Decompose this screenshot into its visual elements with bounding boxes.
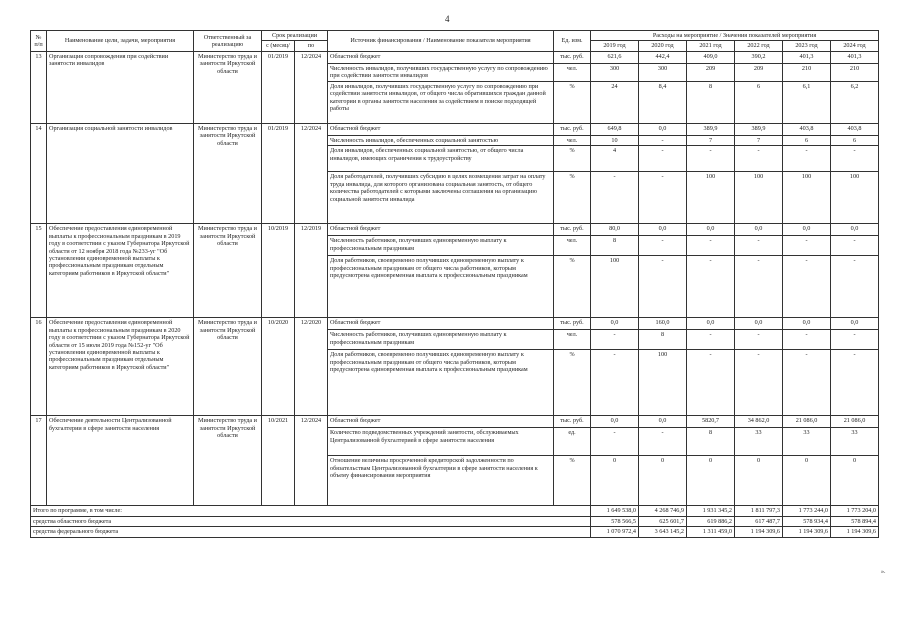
value-cell: 10: [591, 135, 639, 145]
measure-name: Обеспечение предоставления единовременной выплаты к профессиональным праздникам в 2019 году в соответствии с указом Губернатора Иркутской области от 12 ноября 2018 года №233-уг "Об установлении единовременной выплаты к профессиональным праздникам отдельным категориям работников в Иркутской области": [47, 224, 194, 318]
value-cell: 100: [639, 350, 687, 416]
total-value: 619 886,2: [687, 516, 735, 526]
value-cell: 8: [687, 428, 735, 456]
value-cell: 0: [591, 456, 639, 506]
value-cell: 401,3: [783, 51, 831, 63]
header-num: № п/п: [31, 31, 47, 52]
unit: тыс. руб.: [554, 224, 591, 236]
value-cell: 210: [783, 63, 831, 81]
table-row: [31, 224, 879, 236]
value-cell: 6: [735, 81, 783, 123]
header-responsible: Ответственный за реализацию: [194, 31, 262, 52]
value-cell: 33: [831, 428, 879, 456]
value-cell: -: [639, 146, 687, 172]
value-cell: 403,8: [783, 123, 831, 135]
header-year: 2024 год: [831, 41, 879, 51]
total-value: 1 811 797,3: [735, 506, 783, 516]
total-label: средства областного бюджета: [31, 516, 591, 526]
indicator-name: Численность инвалидов, получивших государственную услугу по сопровождению при содействии занятости инвалидов: [328, 63, 554, 81]
value-cell: 621,6: [591, 51, 639, 63]
value-cell: -: [591, 350, 639, 416]
header-year: 2021 год: [687, 41, 735, 51]
header-source: Источник финансирования / Наименование показателя мероприятия: [328, 31, 554, 52]
unit: ед.: [554, 428, 591, 456]
total-value: 578 894,4: [831, 516, 879, 526]
value-cell: 0,0: [783, 318, 831, 330]
value-cell: 100: [735, 172, 783, 224]
value-cell: 210: [831, 63, 879, 81]
header-expenses: Расходы на мероприятие / Значения показателей мероприятия: [591, 31, 879, 41]
value-cell: -: [687, 330, 735, 350]
header-year: 2022 год: [735, 41, 783, 51]
value-cell: 409,0: [687, 51, 735, 63]
total-value: 1 311 459,0: [687, 527, 735, 537]
value-cell: -: [591, 428, 639, 456]
period-from: 10/2020: [262, 318, 295, 416]
value-cell: 0: [687, 456, 735, 506]
unit: %: [554, 350, 591, 416]
table-row: [31, 318, 879, 330]
value-cell: 390,2: [735, 51, 783, 63]
total-value: 1 931 345,2: [687, 506, 735, 516]
value-cell: -: [735, 236, 783, 256]
value-cell: -: [783, 236, 831, 256]
value-cell: 8: [687, 81, 735, 123]
value-cell: -: [735, 350, 783, 416]
value-cell: 34 862,0: [735, 416, 783, 428]
value-cell: 209: [687, 63, 735, 81]
total-value: 3 643 145,2: [639, 527, 687, 537]
row-number: 17: [31, 416, 47, 506]
value-cell: 300: [591, 63, 639, 81]
total-value: 617 487,7: [735, 516, 783, 526]
value-cell: 80,0: [591, 224, 639, 236]
value-cell: 8: [639, 330, 687, 350]
value-cell: 442,4: [639, 51, 687, 63]
unit: тыс. руб.: [554, 51, 591, 63]
indicator-name: Областной бюджет: [328, 416, 554, 428]
responsible: Министерство труда и занятости Иркутской области: [194, 318, 262, 416]
indicator-name: Доля работников, своевременно получивших единовременную выплату к профессиональным праздникам от общего числа работников, которым предусмотрена единовременная выплата к профессиональным праздникам: [328, 256, 554, 318]
closing-mark: ».: [881, 569, 886, 575]
total-value: 4 268 746,9: [639, 506, 687, 516]
indicator-name: Областной бюджет: [328, 123, 554, 135]
total-value: 625 601,7: [639, 516, 687, 526]
value-cell: 100: [783, 172, 831, 224]
value-cell: 7: [735, 135, 783, 145]
value-cell: -: [639, 135, 687, 145]
value-cell: 0,0: [735, 318, 783, 330]
value-cell: -: [783, 330, 831, 350]
value-cell: 6: [783, 135, 831, 145]
value-cell: 100: [687, 172, 735, 224]
total-value: 1 070 972,4: [591, 527, 639, 537]
value-cell: -: [735, 256, 783, 318]
total-label: средства федерального бюджета: [31, 527, 591, 537]
header-year: 2019 год: [591, 41, 639, 51]
row-number: 14: [31, 123, 47, 223]
value-cell: 0,0: [591, 318, 639, 330]
period-to: 12/2020: [295, 318, 328, 416]
value-cell: 160,0: [639, 318, 687, 330]
value-cell: -: [735, 330, 783, 350]
value-cell: 8: [591, 236, 639, 256]
total-value: 1 194 309,6: [783, 527, 831, 537]
responsible: Министерство труда и занятости Иркутской области: [194, 123, 262, 223]
value-cell: 33: [735, 428, 783, 456]
value-cell: 0,0: [783, 224, 831, 236]
indicator-name: Областной бюджет: [328, 51, 554, 63]
value-cell: -: [831, 146, 879, 172]
value-cell: -: [831, 236, 879, 256]
indicator-name: Областной бюджет: [328, 224, 554, 236]
header-to: по: [295, 41, 328, 51]
header-period: Срок реализации: [262, 31, 328, 41]
value-cell: -: [639, 236, 687, 256]
value-cell: 389,9: [735, 123, 783, 135]
total-value: 1 649 538,0: [591, 506, 639, 516]
unit: %: [554, 81, 591, 123]
total-value: 578 934,4: [783, 516, 831, 526]
table-row: [31, 51, 879, 63]
value-cell: -: [591, 172, 639, 224]
period-from: 01/2019: [262, 123, 295, 223]
value-cell: 0: [831, 456, 879, 506]
period-to: 12/2019: [295, 224, 328, 318]
unit: %: [554, 172, 591, 224]
indicator-name: Количество подведомственных учреждений занятости, обслуживаемых Централизованной бухгалтерией в сфере занятости населения: [328, 428, 554, 456]
responsible: Министерство труда и занятости Иркутской области: [194, 416, 262, 506]
value-cell: -: [783, 256, 831, 318]
value-cell: 100: [831, 172, 879, 224]
value-cell: 6,1: [783, 81, 831, 123]
indicator-name: Доля работников, своевременно получивших единовременную выплату к профессиональным праздникам от общего числа работников, которым предусмотрена единовременная выплата к профессиональным праздникам: [328, 350, 554, 416]
value-cell: -: [831, 330, 879, 350]
value-cell: -: [831, 350, 879, 416]
header-year: 2020 год: [639, 41, 687, 51]
value-cell: -: [639, 172, 687, 224]
value-cell: -: [735, 146, 783, 172]
unit: тыс. руб.: [554, 416, 591, 428]
value-cell: 7: [687, 135, 735, 145]
indicator-name: Численность работников, получивших единовременную выплату к профессиональным праздникам: [328, 330, 554, 350]
value-cell: 8,4: [639, 81, 687, 123]
header-unit: Ед. изм.: [554, 31, 591, 52]
value-cell: -: [591, 330, 639, 350]
total-row: [31, 527, 879, 537]
period-from: 10/2019: [262, 224, 295, 318]
period-from: 10/2021: [262, 416, 295, 506]
indicator-name: Отношение величины просроченной кредиторской задолженности по обязательствам Централизованной бухгалтерии в сфере занятости населения к объему финансирования мероприятия: [328, 456, 554, 506]
unit: тыс. руб.: [554, 123, 591, 135]
value-cell: 0,0: [639, 224, 687, 236]
unit: %: [554, 456, 591, 506]
row-number: 16: [31, 318, 47, 416]
period-to: 12/2024: [295, 416, 328, 506]
value-cell: 24: [591, 81, 639, 123]
unit: %: [554, 256, 591, 318]
value-cell: 0,0: [639, 416, 687, 428]
indicator-name: Областной бюджет: [328, 318, 554, 330]
value-cell: -: [639, 428, 687, 456]
value-cell: 649,8: [591, 123, 639, 135]
unit: чел.: [554, 63, 591, 81]
indicator-name: Доля работодателей, получивших субсидию в целях возмещения затрат на оплату труда инвалида, для которого организована социальная занятость, от общего количества работодателей с которыми заключены соглашения на организацию социальной занятости инвалида: [328, 172, 554, 224]
row-number: 13: [31, 51, 47, 123]
period-from: 01/2019: [262, 51, 295, 123]
value-cell: 0,0: [687, 224, 735, 236]
value-cell: 0,0: [687, 318, 735, 330]
value-cell: 0,0: [831, 224, 879, 236]
unit: тыс. руб.: [554, 318, 591, 330]
value-cell: 401,3: [831, 51, 879, 63]
value-cell: 300: [639, 63, 687, 81]
indicator-name: Доля инвалидов, обеспеченных социальной занятостью, от общего числа инвалидов, имеющих ограничения к трудоустройству: [328, 146, 554, 172]
value-cell: -: [687, 146, 735, 172]
value-cell: -: [783, 146, 831, 172]
measure-name: Обеспечение деятельности Централизованной бухгалтерии в сфере занятости населения: [47, 416, 194, 506]
program-measures-table: [30, 30, 879, 538]
value-cell: -: [831, 256, 879, 318]
value-cell: 389,9: [687, 123, 735, 135]
unit: %: [554, 146, 591, 172]
value-cell: -: [639, 256, 687, 318]
total-value: 1 194 309,6: [735, 527, 783, 537]
value-cell: 0: [735, 456, 783, 506]
value-cell: 209: [735, 63, 783, 81]
value-cell: 0,0: [639, 123, 687, 135]
unit: чел.: [554, 330, 591, 350]
header-year: 2023 год: [783, 41, 831, 51]
indicator-name: Численность работников, получивших единовременную выплату к профессиональным праздникам: [328, 236, 554, 256]
value-cell: -: [687, 350, 735, 416]
value-cell: 0,0: [735, 224, 783, 236]
total-value: 578 566,5: [591, 516, 639, 526]
value-cell: 21 086,0: [831, 416, 879, 428]
value-cell: 21 086,0: [783, 416, 831, 428]
table-body: [31, 51, 879, 537]
value-cell: 403,8: [831, 123, 879, 135]
period-to: 12/2024: [295, 51, 328, 123]
value-cell: 4: [591, 146, 639, 172]
total-label: Итого по программе, в том числе:: [31, 506, 591, 516]
total-value: 1 773 204,0: [831, 506, 879, 516]
value-cell: 6: [831, 135, 879, 145]
total-value: 1 194 309,6: [831, 527, 879, 537]
header-name: Наименование цели, задачи, мероприятия: [47, 31, 194, 52]
table-row: [31, 416, 879, 428]
value-cell: 0: [783, 456, 831, 506]
total-value: 1 773 244,0: [783, 506, 831, 516]
value-cell: 0: [639, 456, 687, 506]
indicator-name: Доля инвалидов, получивших государственную услугу по сопровождению при содействии занятости инвалидов, от общего числа обратившихся граждан данной категории в органы занятости населения за содействием в поиске подходящей работы: [328, 81, 554, 123]
total-row: [31, 516, 879, 526]
total-row: [31, 506, 879, 516]
measure-name: Обеспечение предоставления единовременной выплаты к профессиональным праздникам в 2020 году в соответствии с указом Губернатора Иркутской области от 15 июля 2019 года №152-уг "Об установлении единовременной выплаты к профессиональным праздникам отдельным категориям работников в Иркутской области": [47, 318, 194, 416]
value-cell: 0,0: [831, 318, 879, 330]
value-cell: 5820,7: [687, 416, 735, 428]
value-cell: 33: [783, 428, 831, 456]
measure-name: Организация сопровождения при содействии занятости инвалидов: [47, 51, 194, 123]
responsible: Министерство труда и занятости Иркутской области: [194, 224, 262, 318]
unit: чел.: [554, 135, 591, 145]
table-row: [31, 123, 879, 135]
value-cell: 0,0: [591, 416, 639, 428]
period-to: 12/2024: [295, 123, 328, 223]
responsible: Министерство труда и занятости Иркутской области: [194, 51, 262, 123]
value-cell: 100: [591, 256, 639, 318]
value-cell: -: [687, 256, 735, 318]
header-from: с (месяц/: [262, 41, 295, 51]
indicator-name: Численность инвалидов, обеспеченных социальной занятостью: [328, 135, 554, 145]
value-cell: -: [687, 236, 735, 256]
value-cell: 6,2: [831, 81, 879, 123]
page-number: 4: [445, 14, 450, 24]
measure-name: Организация социальной занятости инвалидов: [47, 123, 194, 223]
row-number: 15: [31, 224, 47, 318]
value-cell: -: [783, 350, 831, 416]
unit: чел.: [554, 236, 591, 256]
